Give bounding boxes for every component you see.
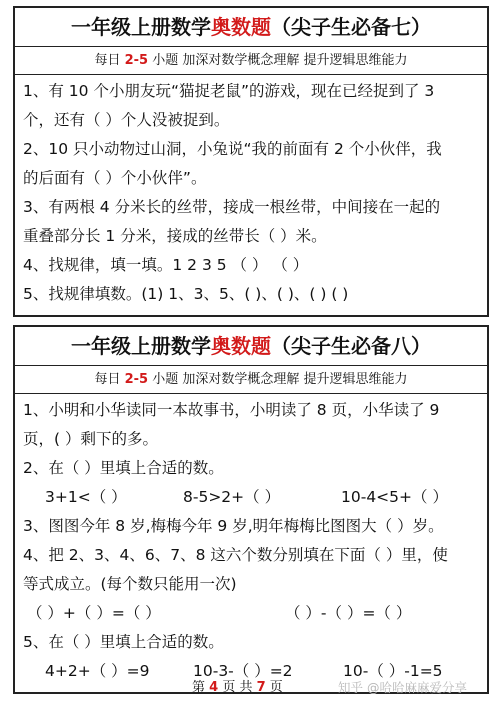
equation: 4+2+（ ）=9 — [45, 662, 150, 680]
question-5: 5、找规律填数。(1) 1、3、5、( )、( )、( ) ( ) — [23, 285, 349, 303]
equation: 8-5>2+（ ） — [183, 488, 281, 506]
subtitle-highlight: 2-5 — [124, 53, 149, 68]
title-highlight: 奥数题 — [211, 334, 271, 358]
section-subtitle — [15, 366, 487, 394]
question-3-cont: 重叠部分长 1 分米，接成的丝带长（ ）米。 — [23, 227, 327, 245]
subtitle-highlight: 2-5 — [124, 372, 149, 387]
equation: （ ）-（ ）=（ ） — [285, 604, 412, 622]
watermark: 知乎 @哈哈麻麻爱分享 — [338, 680, 467, 695]
question-4-cont: 等式成立。(每个数只能用一次) — [23, 575, 237, 593]
subtitle-suffix: 小题 加深对数学概念理解 提升逻辑思维能力 — [148, 372, 408, 387]
title-highlight: 奥数题 — [211, 15, 271, 39]
question-4: 4、把 2、3、4、6、7、8 这六个数分别填在下面（ ）里，使 — [23, 546, 448, 564]
section-subtitle — [15, 47, 487, 75]
worksheet-section-8 — [13, 325, 489, 694]
question-2-cont: 的后面有（ ）个小伙伴”。 — [23, 169, 207, 187]
worksheet — [13, 6, 489, 694]
question-2: 2、10 只小动物过山洞，小兔说“我的前面有 2 个小伙伴，我 — [23, 140, 442, 158]
subtitle-text: 每日 — [94, 53, 125, 68]
question-1: 1、小明和小华读同一本故事书，小明读了 8 页，小华读了 9 — [23, 401, 440, 419]
question-list — [15, 394, 487, 692]
question-1-cont: 页，( ）剩下的多。 — [23, 430, 158, 448]
question-2: 2、在（ ）里填上合适的数。 — [23, 459, 224, 477]
equation: 10-4<5+（ ） — [341, 488, 448, 506]
question-3: 3、图图今年 8 岁,梅梅今年 9 岁,明年梅梅比图图大（ ）岁。 — [23, 517, 444, 535]
question-2-equations — [23, 483, 479, 512]
title-suffix: （尖子生必备七） — [271, 15, 431, 39]
equation: 10-（ ）-1=5 — [343, 662, 443, 680]
question-5: 5、在（ ）里填上合适的数。 — [23, 633, 224, 651]
equation: 10-3-（ ）=2 — [193, 662, 293, 680]
page-number: 4 — [209, 680, 219, 695]
question-1-cont: 个，还有（ ）个人没被捉到。 — [23, 111, 230, 129]
page-footer — [0, 676, 500, 700]
subtitle-text: 每日 — [94, 372, 125, 387]
title-suffix: （尖子生必备八） — [271, 334, 431, 358]
page-total: 7 — [256, 680, 266, 695]
worksheet-section-7 — [13, 6, 489, 317]
equation: 3+1<（ ） — [45, 488, 127, 506]
page-indicator — [192, 676, 283, 700]
page-label: 页 共 — [218, 680, 257, 695]
title-text: 一年级上册数学 — [71, 15, 211, 39]
question-list — [15, 75, 487, 315]
page-label: 第 — [192, 680, 210, 695]
page-label: 页 — [265, 680, 283, 695]
question-3: 3、有两根 4 分米长的丝带，接成一根丝带，中间接在一起的 — [23, 198, 441, 216]
section-title — [15, 8, 487, 47]
question-4-equations — [23, 599, 479, 628]
question-4: 4、找规律，填一填。1 2 3 5 （ ） （ ） — [23, 256, 309, 274]
subtitle-suffix: 小题 加深对数学概念理解 提升逻辑思维能力 — [148, 53, 408, 68]
equation: （ ）+（ ）=（ ） — [27, 604, 161, 622]
section-title — [15, 327, 487, 366]
question-1: 1、有 10 个小朋友玩“猫捉老鼠”的游戏，现在已经捉到了 3 — [23, 82, 435, 100]
title-text: 一年级上册数学 — [71, 334, 211, 358]
